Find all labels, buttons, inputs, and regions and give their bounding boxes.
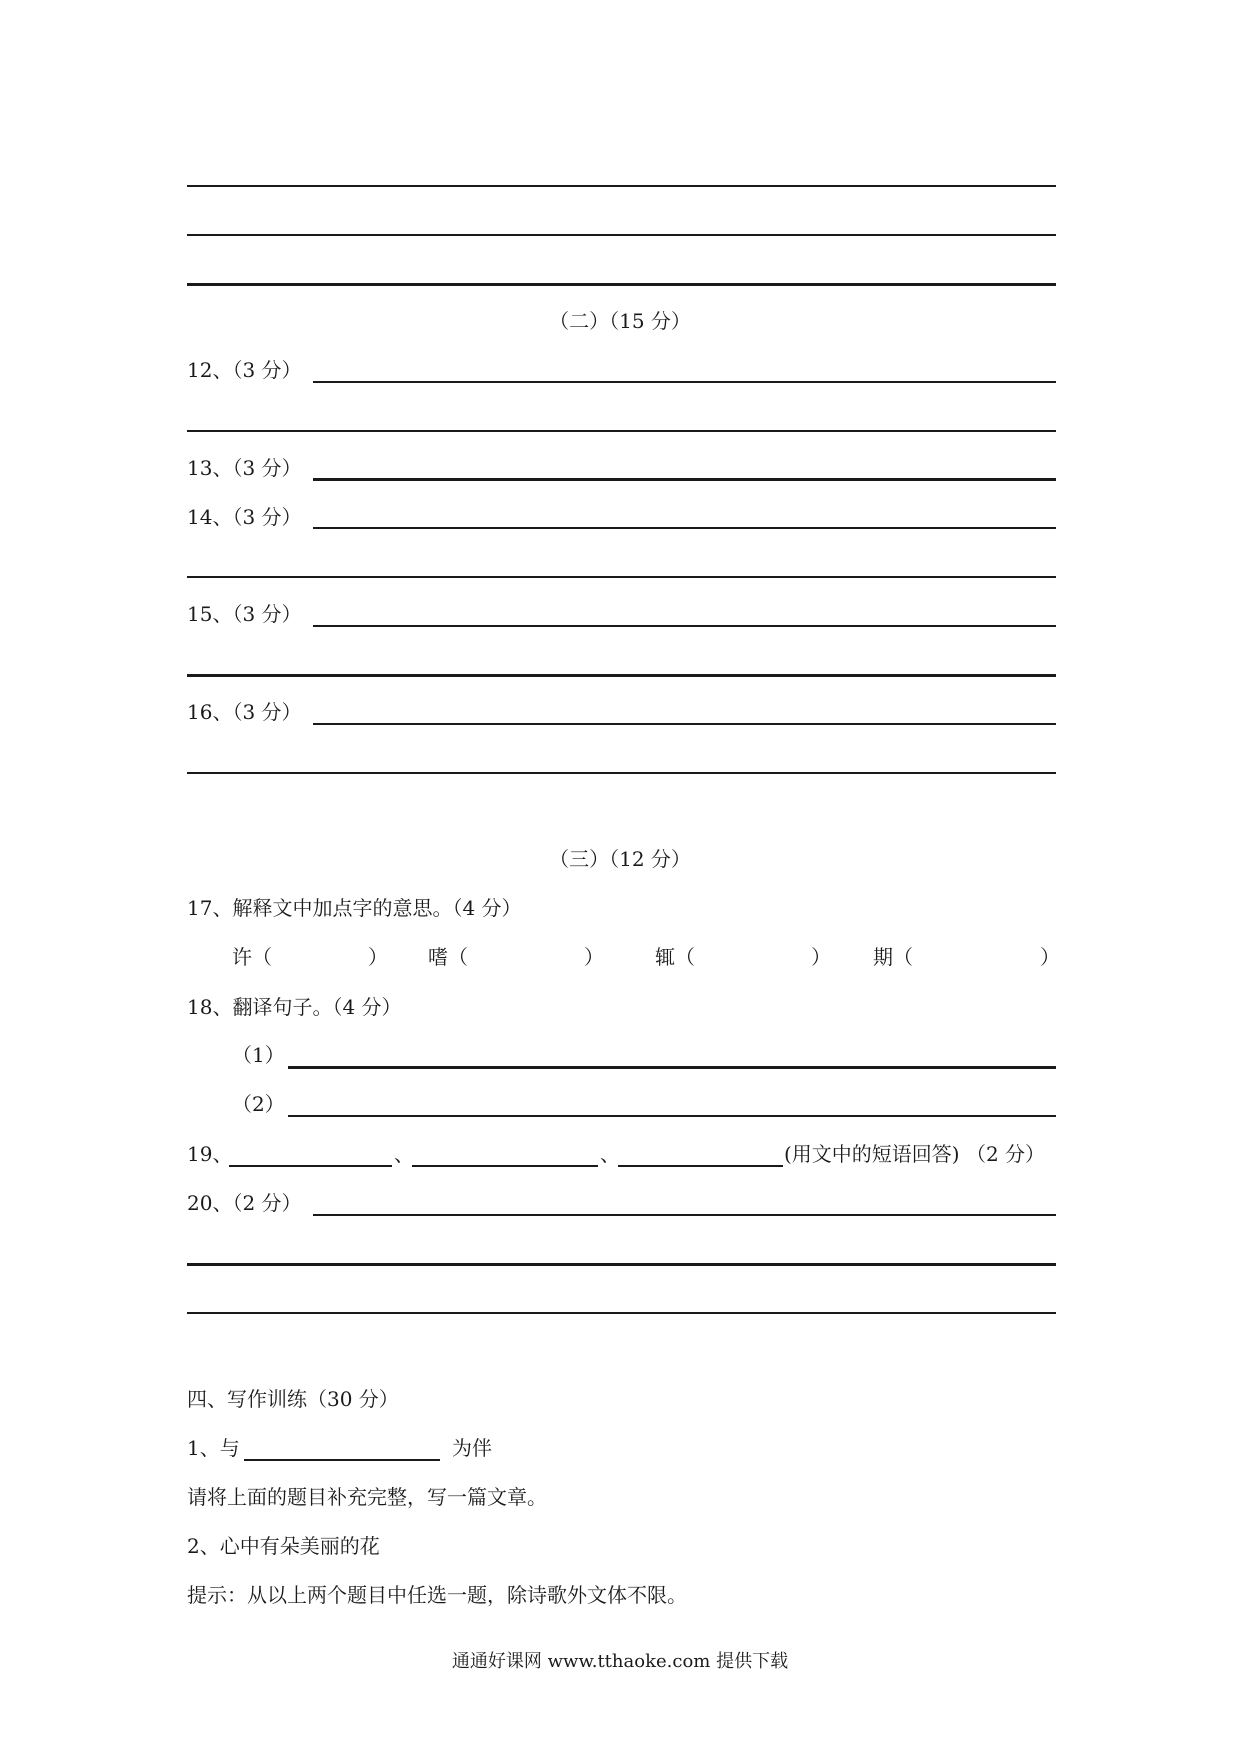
- answer-blank-q19-2[interactable]: [412, 1165, 598, 1167]
- q17-open-paren: （: [448, 945, 468, 969]
- answer-line-q14[interactable]: [313, 527, 1056, 529]
- topic-1-suffix: 为伴: [452, 1436, 492, 1460]
- answer-line-q14[interactable]: [187, 576, 1056, 578]
- q17-close-paren: ）: [811, 945, 831, 969]
- answer-blank-q19-3[interactable]: [618, 1165, 783, 1167]
- answer-line[interactable]: [187, 185, 1056, 187]
- q18-part-2-label: （2）: [232, 1092, 285, 1116]
- q17-open-paren: （: [252, 945, 272, 969]
- topic-1-blank[interactable]: [244, 1459, 440, 1461]
- q17-char: 嗜: [428, 945, 448, 969]
- question-13-label: 13、（3 分）: [187, 456, 302, 480]
- answer-line-q15[interactable]: [313, 625, 1056, 627]
- page-footer: 通通好课网 www.tthaoke.com 提供下载: [451, 1651, 789, 1672]
- answer-line-q18-1[interactable]: [288, 1066, 1056, 1069]
- answer-line-q13[interactable]: [313, 478, 1056, 481]
- question-12-label: 12、（3 分）: [187, 358, 302, 382]
- answer-line-q16[interactable]: [187, 772, 1056, 774]
- question-20-label: 20、（2 分）: [187, 1191, 302, 1215]
- topic-2: 2、心中有朵美丽的花: [187, 1534, 380, 1558]
- answer-line-q12[interactable]: [187, 430, 1056, 432]
- q17-char: 许: [232, 945, 252, 969]
- q17-close-paren: ）: [368, 945, 388, 969]
- answer-line-q18-2[interactable]: [288, 1115, 1056, 1117]
- section-four-heading: 四、写作训练（30 分）: [187, 1387, 399, 1411]
- q18-part-1-label: （1）: [232, 1043, 285, 1067]
- answer-line-q16[interactable]: [313, 723, 1056, 725]
- q17-open-paren: （: [893, 945, 913, 969]
- writing-hint: 提示：从以上两个题目中任选一题，除诗歌外文体不限。: [187, 1583, 687, 1607]
- answer-line-q15[interactable]: [187, 674, 1056, 677]
- q17-close-paren: ）: [584, 945, 604, 969]
- answer-line-q20[interactable]: [187, 1263, 1056, 1266]
- section-three-heading: （三）（12 分）: [549, 847, 691, 871]
- q17-char: 辄: [655, 945, 675, 969]
- q17-open-paren: （: [675, 945, 695, 969]
- answer-line[interactable]: [187, 234, 1056, 236]
- question-18-label: 18、翻译句子。（4 分）: [187, 995, 402, 1019]
- answer-line-q20[interactable]: [187, 1312, 1056, 1314]
- question-15-label: 15、（3 分）: [187, 602, 302, 626]
- q19-suffix: (用文中的短语回答) （2 分）: [784, 1142, 1046, 1166]
- question-16-label: 16、（3 分）: [187, 700, 302, 724]
- section-two-heading: （二）（15 分）: [549, 309, 691, 333]
- q17-close-paren: ）: [1040, 945, 1060, 969]
- answer-line-q20[interactable]: [313, 1214, 1056, 1216]
- topic-1-prefix: 1、与: [187, 1436, 240, 1460]
- q17-char: 期: [873, 945, 893, 969]
- question-17-label: 17、解释文中加点字的意思。（4 分）: [187, 896, 522, 920]
- answer-line[interactable]: [187, 283, 1056, 286]
- question-19-label: 19、: [187, 1142, 233, 1166]
- q19-separator: 、: [394, 1142, 414, 1166]
- topic-1-note: 请将上面的题目补充完整，写一篇文章。: [187, 1485, 547, 1509]
- answer-line-q12[interactable]: [313, 381, 1056, 383]
- q19-separator: 、: [600, 1142, 620, 1166]
- question-14-label: 14、（3 分）: [187, 505, 302, 529]
- answer-blank-q19-1[interactable]: [229, 1165, 392, 1167]
